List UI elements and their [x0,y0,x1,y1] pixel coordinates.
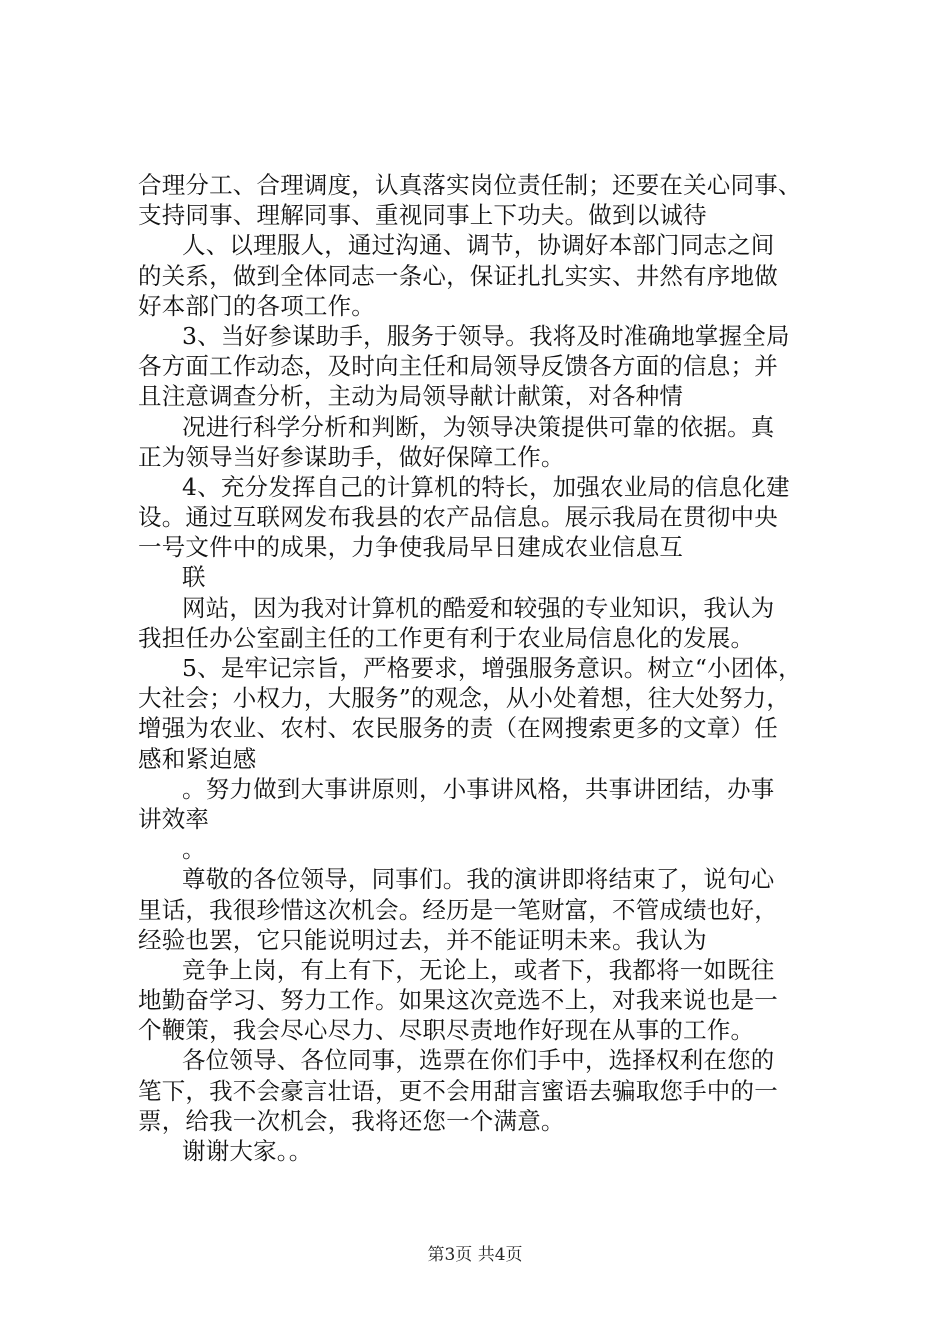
text-line: 讲效率 [138,804,210,833]
text-line: 竞争上岗，有上有下，无论上，或者下，我都将一如既往 [182,955,775,984]
text-line: 大社会；小权力，大服务”的观念，从小处着想，往大处努力， [138,684,791,713]
text-line: 。 [182,835,206,864]
text-line: 个鞭策，我会尽心尽力、尽职尽责地作好现在从事的工作。 [138,1016,755,1045]
text-line: 经验也罢，它只能说明过去，并不能证明未来。我认为 [138,925,707,954]
text-line: 地勤奋学习、努力工作。如果这次竞选不上，对我来说也是一 [138,986,778,1015]
text-line: 谢谢大家。。 [182,1137,313,1165]
text-line: 正为领导当好参谋助手，做好保障工作。 [138,442,565,471]
document-body [138,170,838,1166]
text-line: 各方面工作动态，及时向主任和局领导反馈各方面的信息；并 [138,352,778,381]
text-line: 里话，我很珍惜这次机会。经历是一笔财富，不管成绩也好， [138,895,778,924]
text-line: 支持同事、理解同事、重视同事上下功夫。做到以诚待 [138,201,707,230]
text-line: 各位领导、各位同事，选票在你们手中，选择权利在您的 [182,1046,775,1075]
page-footer: 第3页 共4页 [427,1245,523,1265]
text-line: 5、是牢记宗旨，严格要求，增强服务意识。树立“小团体， [182,654,802,682]
text-line: 联 [182,563,206,592]
text-line: 好本部门的各项工作。 [138,291,375,320]
text-line: 人、以理服人，通过沟通、调节，协调好本部门同志之间 [182,231,775,260]
text-line: 票，给我一次机会，我将还您一个满意。 [138,1106,565,1135]
text-line: 感和紧迫感 [138,744,257,773]
text-line: 3、当好参谋助手，服务于领导。我将及时准确地掌握全局 [182,321,790,350]
text-line: 增强为农业、农村、农民服务的责（在网搜索更多的文章）任 [138,714,778,743]
text-line: 我担任办公室副主任的工作更有利于农业局信息化的发展。 [138,623,755,652]
text-line: 笔下，我不会豪言壮语，更不会用甜言蜜语去骗取您手中的一 [138,1076,778,1105]
text-line: 设。通过互联网发布我县的农产品信息。展示我局在贯彻中央 [138,503,778,532]
text-line: 况进行科学分析和判断，为领导决策提供可靠的依据。真 [182,412,775,441]
text-line: 尊敬的各位领导，同事们。我的演讲即将结束了，说句心 [182,865,775,894]
text-line: 。努力做到大事讲原则，小事讲风格，共事讲团结，办事 [182,774,775,803]
text-line: 且注意调查分析，主动为局领导献计献策，对各种情 [138,382,684,411]
text-line: 4、充分发挥自己的计算机的特长，加强农业局的信息化建 [182,472,790,501]
text-line: 合理分工、合理调度，认真落实岗位责任制；还要在关心同事、 [138,171,802,199]
text-line: 的关系，做到全体同志一条心，保证扎扎实实、井然有序地做 [138,261,778,290]
text-line: 网站，因为我对计算机的酷爱和较强的专业知识，我认为 [182,593,775,622]
text-line: 一号文件中的成果，力争使我局早日建成农业信息互 [138,533,684,562]
